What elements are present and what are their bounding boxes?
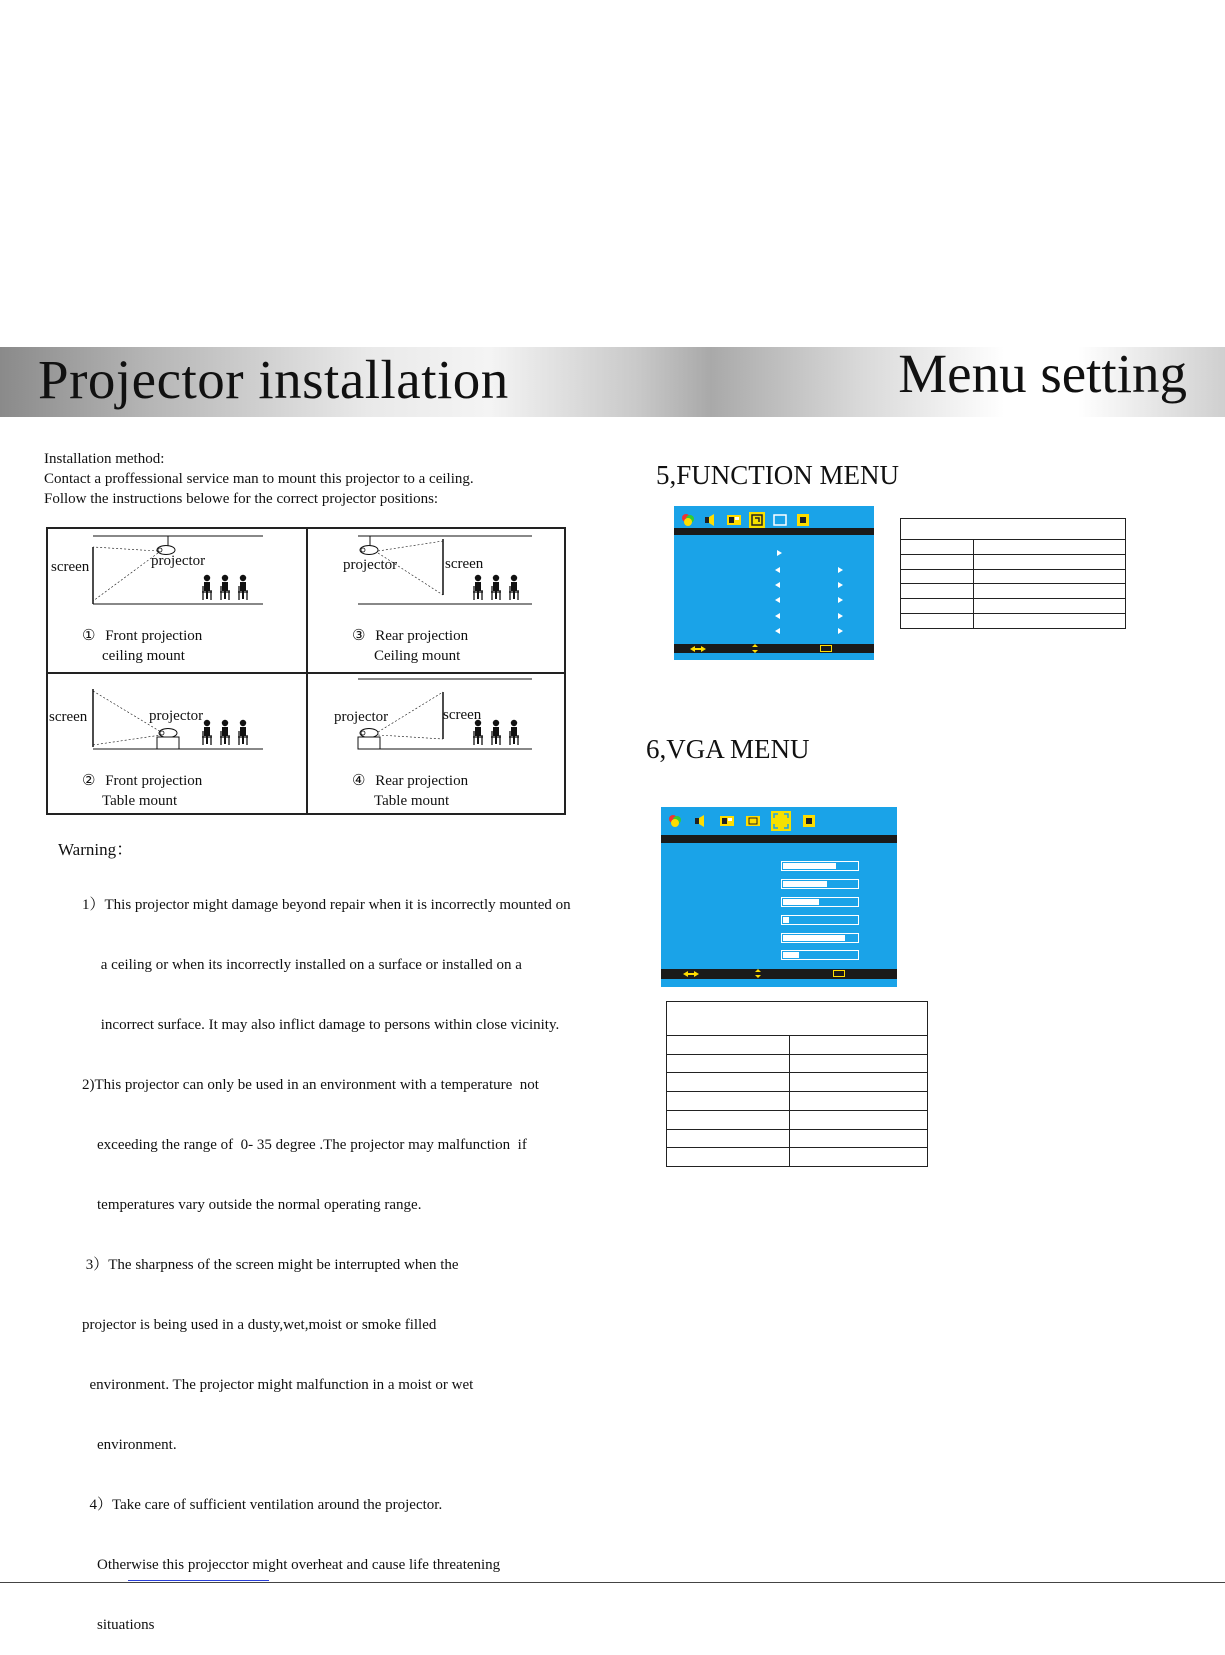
warning-line: environment. (82, 1437, 177, 1453)
function-menu-title: 5,FUNCTION MENU (656, 460, 899, 490)
rear-table-caption (352, 771, 468, 811)
osd-footer-bar (661, 969, 897, 979)
warning-line: 2)This projector can only be used in an environment with a temperature not (82, 1077, 539, 1093)
vga-menu-osd (661, 807, 897, 987)
warning-title: Warning： (58, 840, 134, 859)
caption-sub: Table mount (102, 793, 178, 809)
warning-line: 4）Take care of sufficient ventilation around the projector. (82, 1497, 443, 1513)
osd-menu-arrows (674, 506, 874, 660)
warning-line: 1）This projector might damage beyond repair when it is incorrectly mounted on (82, 897, 571, 913)
intro-line: Follow the instructions belowe for the correct projector positions: (44, 491, 439, 507)
caption-number: ③ (352, 628, 366, 644)
caption-sub: Table mount (374, 793, 450, 809)
warning-line: Otherwise this projecctor might overheat and cause life threatening (82, 1557, 501, 1573)
left-right-icon (683, 970, 699, 978)
vga-slider[interactable] (781, 879, 859, 889)
caption-number: ② (82, 773, 96, 789)
menu-icon (820, 645, 832, 652)
caption-title: Front projection (105, 628, 203, 644)
caption-title: Front projection (105, 773, 203, 789)
warning-body (82, 855, 571, 1655)
caption-title: Rear projection (375, 628, 469, 644)
warning-line: situations (82, 1617, 155, 1633)
installation-intro (44, 449, 474, 509)
caption-number: ④ (352, 773, 366, 789)
warning-line: projector is being used in a dusty,wet,moist or smoke filled (82, 1317, 437, 1333)
function-menu-osd (674, 506, 874, 660)
caption-sub: ceiling mount (102, 648, 185, 664)
function-icon[interactable] (745, 813, 761, 829)
osd-footer-bar (674, 644, 874, 653)
vga-slider[interactable] (781, 915, 859, 925)
warning-line: exceeding the range of 0- 35 degree .The projector may malfunction if (82, 1137, 527, 1153)
menu-icon (833, 970, 845, 977)
screen-label: screen (49, 709, 88, 725)
setup-icon[interactable] (801, 813, 817, 829)
warning-line: 3）The sharpness of the screen might be interrupted when the (82, 1257, 459, 1273)
warning-line: incorrect surface. It may also inflict damage to persons within close vicinity. (82, 1017, 560, 1033)
front-table-caption (82, 771, 202, 811)
installation-diagram-grid (46, 527, 566, 815)
vga-slider[interactable] (781, 933, 859, 943)
screen-label: screen (51, 559, 90, 575)
function-menu-table (900, 518, 1126, 629)
intro-line: Installation method: (44, 451, 165, 467)
page-bottom-rule (0, 1582, 1225, 1583)
osd-title-bar (661, 835, 897, 843)
screen-label: screen (445, 556, 484, 572)
warning-line: temperatures vary outside the normal operating range. (82, 1197, 422, 1213)
vga-slider[interactable] (781, 897, 859, 907)
screen-label: screen (443, 707, 482, 723)
caption-number: ① (82, 628, 96, 644)
projector-label: projector (334, 709, 389, 725)
vga-menu-title: 6,VGA MENU (646, 734, 810, 764)
page-title-left: Projector installation (38, 349, 509, 410)
picture-icon[interactable] (719, 813, 735, 829)
header-band (0, 343, 1225, 417)
vga-menu-table (666, 1001, 928, 1167)
front-ceiling-diagram (93, 536, 263, 604)
page-title-right: Menu setting (898, 343, 1187, 404)
vga-slider[interactable] (781, 950, 859, 960)
up-down-icon (752, 644, 758, 653)
sound-icon[interactable] (693, 813, 709, 829)
intro-line: Contact a proffessional service man to mount this projector to a ceiling. (44, 471, 474, 487)
color-icon[interactable] (667, 813, 683, 829)
projector-label: projector (151, 553, 206, 569)
up-down-icon (755, 969, 761, 978)
warning-line: environment. The projector might malfunction in a moist or wet (82, 1377, 474, 1393)
vga-icon[interactable] (771, 811, 791, 831)
caption-sub: Ceiling mount (374, 648, 461, 664)
footer-link-underline (128, 1580, 269, 1581)
caption-title: Rear projection (375, 773, 469, 789)
warning-line: a ceiling or when its incorrectly installed on a surface or installed on a (82, 957, 522, 973)
osd-icon-bar (667, 813, 817, 831)
left-right-icon (690, 645, 706, 653)
rear-ceiling-caption (352, 626, 468, 666)
projector-label: projector (149, 708, 204, 724)
projector-label: projector (343, 557, 398, 573)
front-ceiling-caption (82, 626, 202, 666)
vga-slider[interactable] (781, 861, 859, 871)
